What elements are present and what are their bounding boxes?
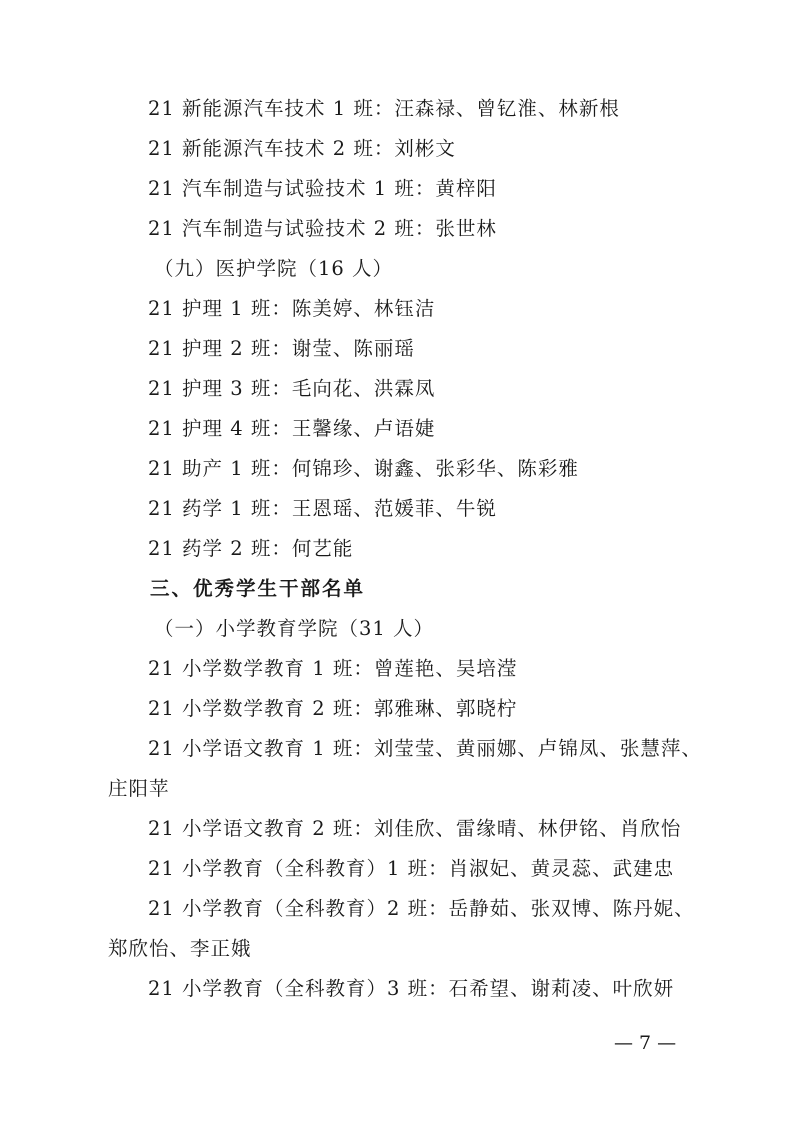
class-list-line: 21 助产 1 班：何锦珍、谢鑫、张彩华、陈彩雅 [148, 457, 579, 480]
section-subheading: （九）医护学院（16 人） [154, 257, 394, 280]
class-list-line: 21 护理 4 班：王馨缘、卢语婕 [148, 417, 436, 440]
class-list-line: 21 小学数学教育 1 班：曾莲艳、吴培滢 [148, 657, 518, 680]
class-list-line: 21 护理 1 班：陈美婷、林钰洁 [148, 297, 436, 320]
class-list-line: 21 护理 3 班：毛向花、洪霖凤 [148, 377, 436, 400]
class-list-line: 21 小学语文教育 2 班：刘佳欣、雷缘晴、林伊铭、肖欣怡 [148, 817, 682, 840]
class-list-line: 21 新能源汽车技术 2 班：刘彬文 [148, 137, 456, 160]
class-list-line: 21 药学 1 班：王恩瑶、范媛菲、牛锐 [148, 497, 497, 520]
class-list-line-continuation: 庄阳苹 [108, 777, 170, 800]
section-heading: 三、优秀学生干部名单 [150, 577, 366, 600]
class-list-line: 21 药学 2 班：何艺能 [148, 537, 354, 560]
class-list-line: 21 小学数学教育 2 班：郭雅琳、郭晓柠 [148, 697, 518, 720]
section-subheading: （一）小学教育学院（31 人） [154, 617, 435, 640]
class-list-line: 21 新能源汽车技术 1 班：汪森禄、曾钇淮、林新根 [148, 97, 620, 120]
class-list-line: 21 小学教育（全科教育）1 班：肖淑妃、黄灵蕊、武建忠 [148, 857, 675, 880]
class-list-line: 21 小学语文教育 1 班：刘莹莹、黄丽娜、卢锦凤、张慧萍、 [148, 737, 702, 760]
page-number: — 7 — [614, 1032, 677, 1054]
class-list-line: 21 小学教育（全科教育）2 班：岳静茹、张双博、陈丹妮、 [148, 897, 695, 920]
class-list-line: 21 护理 2 班：谢莹、陈丽瑶 [148, 337, 415, 360]
class-list-line: 21 汽车制造与试验技术 1 班：黄梓阳 [148, 177, 497, 200]
class-list-line: 21 小学教育（全科教育）3 班：石希望、谢莉凌、叶欣妍 [148, 977, 675, 1000]
class-list-line-continuation: 郑欣怡、李正娥 [108, 937, 252, 960]
class-list-line: 21 汽车制造与试验技术 2 班：张世林 [148, 217, 497, 240]
